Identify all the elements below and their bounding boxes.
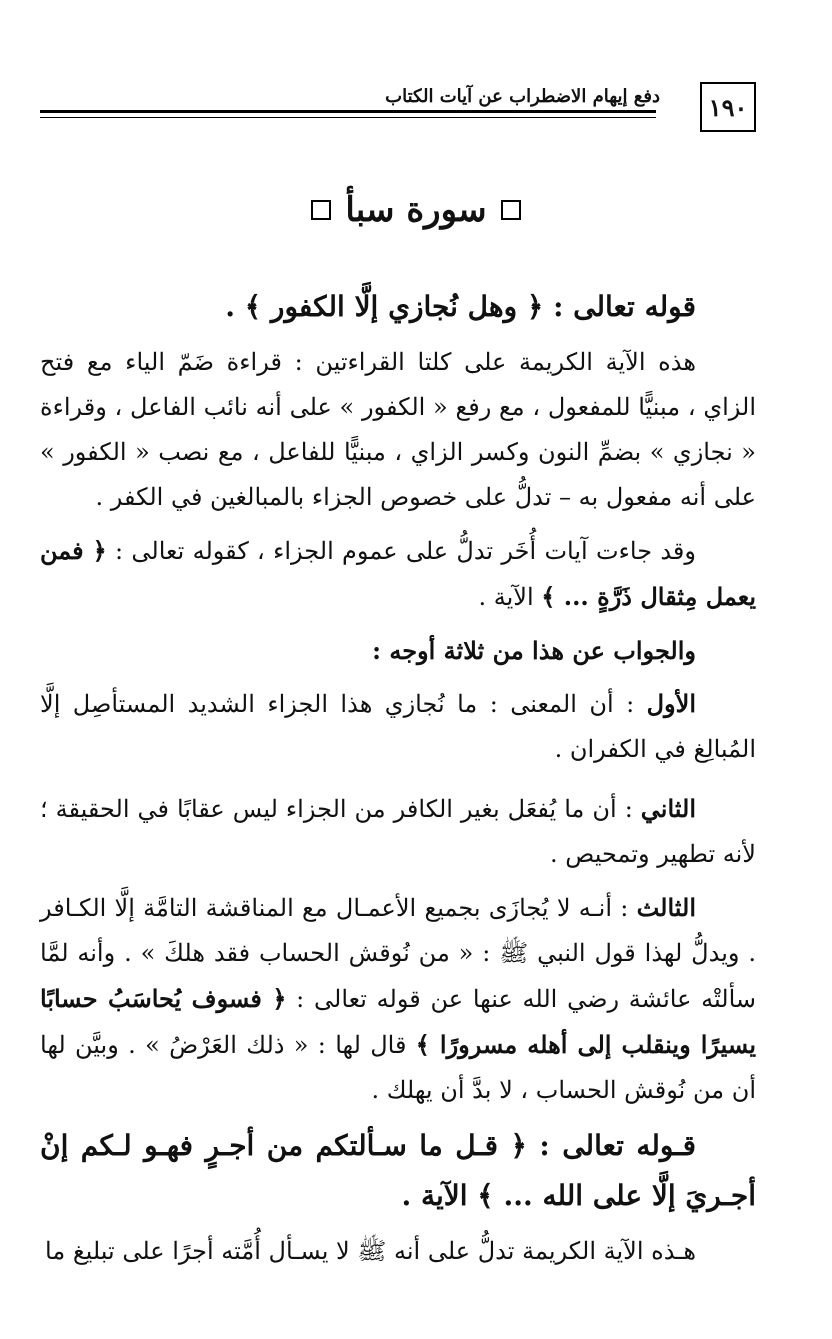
- point-label: الثالث: [636, 893, 696, 922]
- quoted-verse: ﴿ فسوف يُحاسَبُ حسابًا يسيرًا وينقلب إلى أهله مسرورًا ﴾: [40, 984, 756, 1059]
- section-heading: والجواب عن هذا من ثلاثة أوجه :: [372, 636, 696, 665]
- point-label: الثاني: [640, 794, 696, 823]
- paragraph-text: : أن ما يُفعَل بغير الكافر من الجزاء ليس عقابًا في الحقيقة ؛ لأنه تطهير وتمحيص .: [40, 795, 756, 868]
- chapter-title-text: سورة سبأ: [345, 190, 487, 230]
- paragraph: هـذه الآية الكريمة تدلُّ على أنه ﷺ لا يسـأل أُمَّته أجرًا على تبليغ ما: [45, 1237, 696, 1265]
- page-number: ١٩٠: [700, 82, 756, 132]
- paragraph: [40, 681, 756, 772]
- chapter-title: [0, 190, 832, 230]
- paragraph: [40, 885, 756, 1113]
- square-ornament-icon: [311, 200, 331, 220]
- header-rule-thick: [40, 110, 656, 113]
- paragraph-text: وقد جاءت آيات أُخَر تدلُّ على عموم الجزاء ، كقوله تعالى :: [106, 537, 696, 565]
- verse-heading: قـوله تعالى : ﴿ قـل ما سـألتكم من أجـرٍ فهـو لـكم إنْ أجـريَ إلَّا على الله ... ﴾ الآية .: [40, 1129, 756, 1212]
- paragraph-text: : أنـه لا يُجازَى بجميع الأعمـال مع المناقشة التامَّة إلَّا الكـافر . ويدلُّ لهذا قول النبي ﷺ : « من نُوقش الحساب فقد هلكَ » . وأنه لمَّا سألتْه عائشة رضي الله عنها عن قوله تعالى :: [40, 894, 756, 1013]
- running-title: دفع إيهام الاضطراب عن آيات الكتاب: [385, 86, 660, 107]
- paragraph: [40, 786, 756, 877]
- paragraph-text: : أن المعنى : ما نُجازي هذا الجزاء الشديد المستأصِل إلَّا المُبالِغ في الكفران .: [40, 690, 756, 763]
- header-rule-thin: [40, 117, 656, 118]
- verse-heading: قوله تعالى : ﴿ وهل نُجازي إلَّا الكفور ﴾ .: [225, 290, 696, 323]
- paragraph-text: قال لها : « ذلك العَرْضُ » . وبيَّن لها أن من نُوقش الحساب ، لا بدَّ أن يهلك .: [40, 1031, 756, 1104]
- paragraph: [40, 528, 756, 620]
- point-label: الأول: [646, 689, 696, 718]
- square-ornament-icon: [501, 200, 521, 220]
- page-body: [40, 282, 756, 1274]
- quoted-verse: ﴿ فمن يعمل مِثقال ذَرَّةٍ ... ﴾: [40, 536, 756, 611]
- paragraph-text: الآية .: [478, 583, 542, 611]
- paragraph: هذه الآية الكريمة على كلتا القراءتين : قراءة ضَمّ الياء مع فتح الزاي ، مبنيًّا للمفعول ، مع رفع « الكفور » على أنه نائب الفاعل ، وقراءة « نجازي » بضمِّ النون وكسر الزاي ، مبنيًّا للفاعل ، مع نصب « الكفور » على أنه مفعول به – تدلُّ على خصوص الجزاء بالمبالغين في الكفر .: [40, 348, 757, 511]
